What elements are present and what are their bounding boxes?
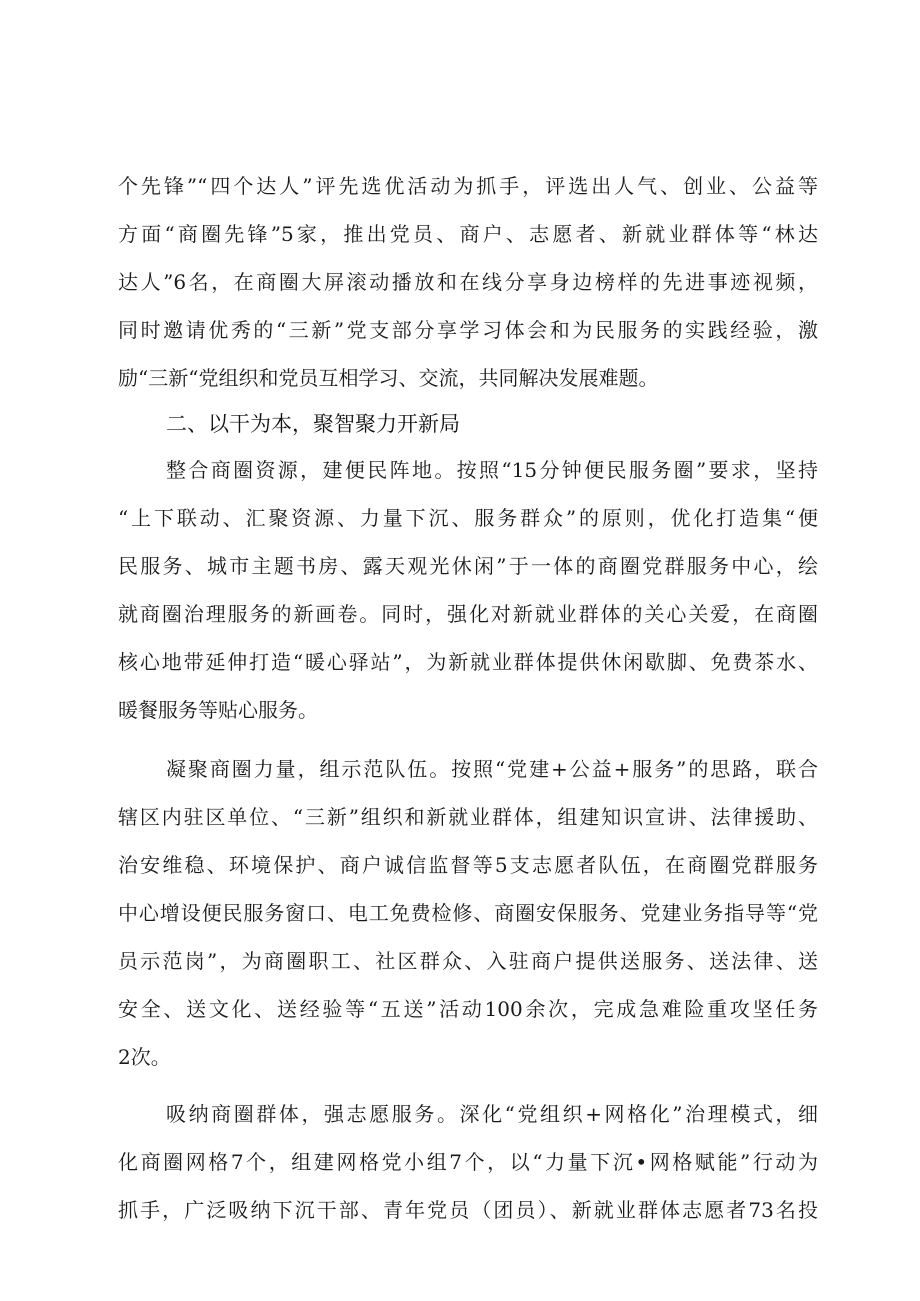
para2-line-2: “上下联动、汇聚资源、力量下沉、服务群众”的原则，优化打造集“便 bbox=[118, 506, 818, 530]
para4-line-3: 抓手，广泛吸纳下沉干部、青年党员（团员）、新就业群体志愿者73名投 bbox=[118, 1198, 818, 1222]
para4-line-2: 化商圈网格7个，组建网格党小组7个，以“力量下沉•网格赋能”行动为 bbox=[118, 1150, 818, 1174]
para1-line-2: 方面“商圈先锋”5家，推出党员、商户、志愿者、新就业群体等“林达 bbox=[118, 222, 818, 246]
para2-line-3: 民服务、城市主题书房、露天观光休闲”于一体的商圈党群服务中心，绘 bbox=[118, 554, 818, 578]
section-heading: 二、以干为本，聚智聚力开新局 bbox=[166, 412, 460, 436]
para3-line-2: 辖区内驻区单位、“三新”组织和新就业群体，组建知识宣讲、法律援助、 bbox=[118, 805, 818, 829]
para2-line-1: 整合商圈资源，建便民阵地。按照“15分钟便民服务圈”要求，坚持 bbox=[166, 458, 818, 482]
para3-line-3: 治安维稳、环境保护、商户诚信监督等5支志愿者队伍，在商圈党群服务 bbox=[118, 853, 818, 877]
para2-line-5: 核心地带延伸打造“暖心驿站”，为新就业群体提供休闲歇脚、免费茶水、 bbox=[118, 650, 818, 674]
para1-line-4: 同时邀请优秀的“三新”党支部分享学习体会和为民服务的实践经验，激 bbox=[118, 318, 818, 342]
para1-line-3: 达人”6名，在商圈大屏滚动播放和在线分享身边榜样的先进事迹视频， bbox=[118, 270, 818, 294]
para3-line-7: 2次。 bbox=[118, 1045, 171, 1069]
para3-line-5: 员示范岗”，为商圈职工、社区群众、入驻商户提供送服务、送法律、送 bbox=[118, 949, 818, 973]
para1-line-1: 个先锋”“四个达人”评先选优活动为抓手，评选出人气、创业、公益等 bbox=[118, 174, 818, 198]
para2-line-4: 就商圈治理服务的新画卷。同时，强化对新就业群体的关心关爱，在商圈 bbox=[118, 602, 818, 626]
para4-line-1: 吸纳商圈群体，强志愿服务。深化“党组织+网格化”治理模式，细 bbox=[166, 1102, 818, 1126]
para2-line-6: 暖餐服务等贴心服务。 bbox=[118, 698, 318, 722]
para3-line-6: 安全、送文化、送经验等“五送”活动100余次，完成急难险重攻坚任务 bbox=[118, 997, 818, 1021]
para1-line-5: 励“三新“党组织和党员互相学习、交流，共同解决发展难题。 bbox=[118, 366, 659, 390]
para3-line-1: 凝聚商圈力量，组示范队伍。按照“党建+公益+服务”的思路，联合 bbox=[166, 757, 818, 781]
para3-line-4: 中心增设便民服务窗口、电工免费检修、商圈安保服务、党建业务指导等“党 bbox=[118, 901, 818, 925]
